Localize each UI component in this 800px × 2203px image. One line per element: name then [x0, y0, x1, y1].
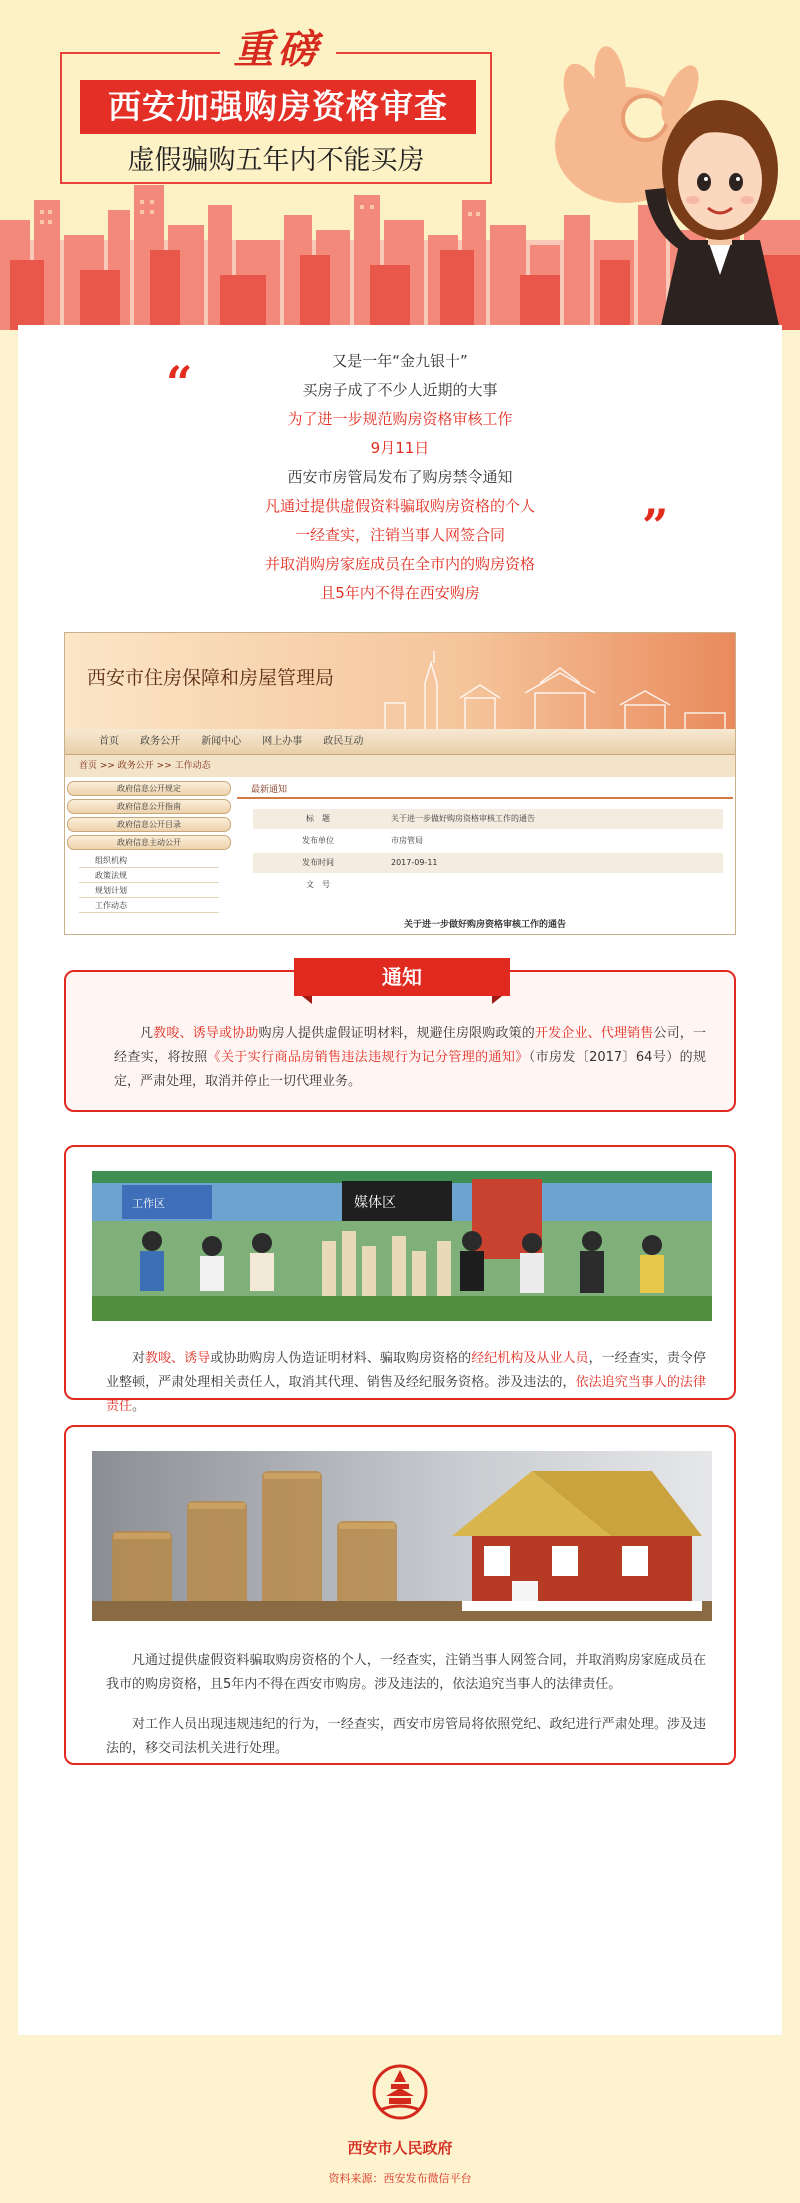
website-breadcrumb: 首页 >> 政务公开 >> 工作动态 [65, 755, 736, 777]
nav-item-online: 网上办事 [262, 736, 303, 747]
notice-document-link-text: 《关于实行商品房销售违法违规行为记分管理的通知》 [207, 1050, 529, 1065]
text-segment: ，一经查实，责令停业整顿，严肃处理相关责任人，取消其代理、销售及经纪服务资格。涉及违法的， [106, 1351, 706, 1390]
website-header [65, 633, 736, 729]
intro-line: 并取消购房家庭成员在全市内的购房资格 [264, 555, 535, 573]
sidebar-subitem: 规划计划 [79, 883, 219, 898]
info-row [253, 809, 723, 829]
notice-tab [294, 958, 510, 1004]
agency-penalty-card [64, 1145, 736, 1414]
intro-line: 买房子成了不少人近期的大事 [302, 381, 498, 399]
government-logo-icon [372, 2062, 428, 2126]
landmark-skyline-icon [365, 643, 736, 729]
sidebar-item: 政府信息主动公开 [67, 835, 231, 850]
housing-exhibition-photo [92, 1171, 712, 1321]
info-value: 2017-09-11 [391, 858, 438, 867]
header-subtitle: 虚假骗购五年内不能买房 [127, 145, 425, 176]
text-segment: 。 [132, 1399, 146, 1414]
nav-item-interaction: 政民互动 [323, 736, 364, 747]
website-main [237, 781, 733, 933]
footer [0, 2040, 800, 2203]
government-name: 西安市人民政府 [347, 2139, 453, 2157]
info-row [253, 875, 723, 895]
text-segment: 对 [132, 1351, 146, 1366]
notice-card [64, 965, 736, 1112]
info-key: 文 号 [306, 880, 330, 889]
intro-line: 凡通过提供虚假资料骗取购房资格的个人 [264, 497, 535, 515]
info-key: 发布时间 [302, 858, 334, 867]
highlight-text: 依法追究当事人的法律责任 [106, 1375, 706, 1414]
sidebar-subitem: 组织机构 [79, 853, 219, 868]
intro-line: 且5年内不得在西安购房 [320, 584, 480, 602]
notice-label: 通知 [382, 965, 422, 989]
website-nav [65, 729, 736, 755]
individual-penalty-card [64, 1425, 736, 1765]
cartoon-woman-ok-gesture-illustration [530, 40, 790, 330]
header-tag-text: 重磅 [220, 26, 336, 73]
sidebar-item: 政府信息公开指南 [67, 799, 231, 814]
close-quote-icon: ” [642, 499, 669, 553]
highlight-text: 教唆、诱导或协助 [153, 1026, 259, 1041]
text-segment: 凡 [140, 1026, 154, 1041]
header [0, 0, 800, 330]
staff-penalty-text: 对工作人员出现违规违纪的行为，一经查实，西安市房管局将依照党纪、政纪进行严肃处理。涉及违法的，移交司法机关进行处理。 [106, 1717, 706, 1756]
sidebar-item: 政府信息公开目录 [67, 817, 231, 832]
content-panel [18, 325, 782, 2035]
nav-item-affairs: 政务公开 [140, 736, 181, 747]
main-section-bar: 最新通知 [237, 781, 733, 799]
info-key: 发布单位 [302, 836, 334, 845]
photo-sign-work: 工作区 [132, 1197, 165, 1210]
intro-line: 又是一年“金九银十” [332, 352, 468, 370]
nav-item-home: 首页 [99, 736, 119, 747]
intro-line: 为了进一步规范购房资格审核工作 [287, 410, 513, 428]
info-key: 标 题 [306, 814, 330, 823]
intro-line: 西安市房管局发布了购房禁令通知 [287, 468, 513, 486]
text-segment: 购房人提供虚假证明材料，规避住房限购政策的 [258, 1026, 535, 1041]
website-sidebar [67, 781, 231, 933]
website-title: 西安市住房保障和房屋管理局 [87, 667, 335, 689]
agency-penalty-text [106, 1347, 706, 1419]
sidebar-subitem: 工作动态 [79, 898, 219, 913]
intro-line: 9月11日 [370, 439, 430, 457]
individual-penalty-text: 凡通过提供虚假资料骗取购房资格的个人，一经查实，注销当事人网签合同，并取消购房家庭成员在我市的购房资格，且5年内不得在西安市购房。涉及违法的，依法追究当事人的法律责任。 [106, 1653, 706, 1692]
highlight-text: 开发企业、代理销售 [534, 1026, 654, 1041]
info-value: 关于进一步做好购房资格审核工作的通告 [391, 814, 535, 823]
info-row [253, 831, 723, 851]
intro-text [18, 347, 782, 608]
highlight-text: 经纪机构及从业人员 [471, 1351, 589, 1366]
text-segment: （市房发〔2017〕64号）的规定，严肃处理，取消并停止一切代理业务。 [114, 1050, 706, 1089]
sidebar-subitem: 政策法规 [79, 868, 219, 883]
text-segment: 或协助购房人伪造证明材料、骗取购房资格的 [210, 1351, 472, 1366]
photo-sign-media: 媒体区 [354, 1195, 396, 1211]
open-quote-icon: “ [166, 356, 193, 410]
text-segment: 公司，一经查实，将按照 [114, 1026, 706, 1065]
document-title: 关于进一步做好购房资格审核工作的通告 [403, 920, 566, 930]
header-title: 西安加强购房资格审查 [80, 80, 476, 134]
info-value: 市房管局 [391, 836, 423, 845]
house-and-coins-photo [92, 1451, 712, 1621]
sidebar-item: 政府信息公开规定 [67, 781, 231, 796]
intro-line: 一经查实，注销当事人网签合同 [294, 526, 505, 544]
nav-item-news: 新闻中心 [201, 736, 242, 747]
info-row [253, 853, 723, 873]
source-note: 资料来源：西安发布微信平台 [328, 2172, 472, 2185]
housing-bureau-website-screenshot [64, 632, 736, 935]
header-tag [0, 18, 555, 75]
notice-text [114, 1022, 706, 1094]
highlight-text: 教唆、诱导 [145, 1351, 211, 1366]
